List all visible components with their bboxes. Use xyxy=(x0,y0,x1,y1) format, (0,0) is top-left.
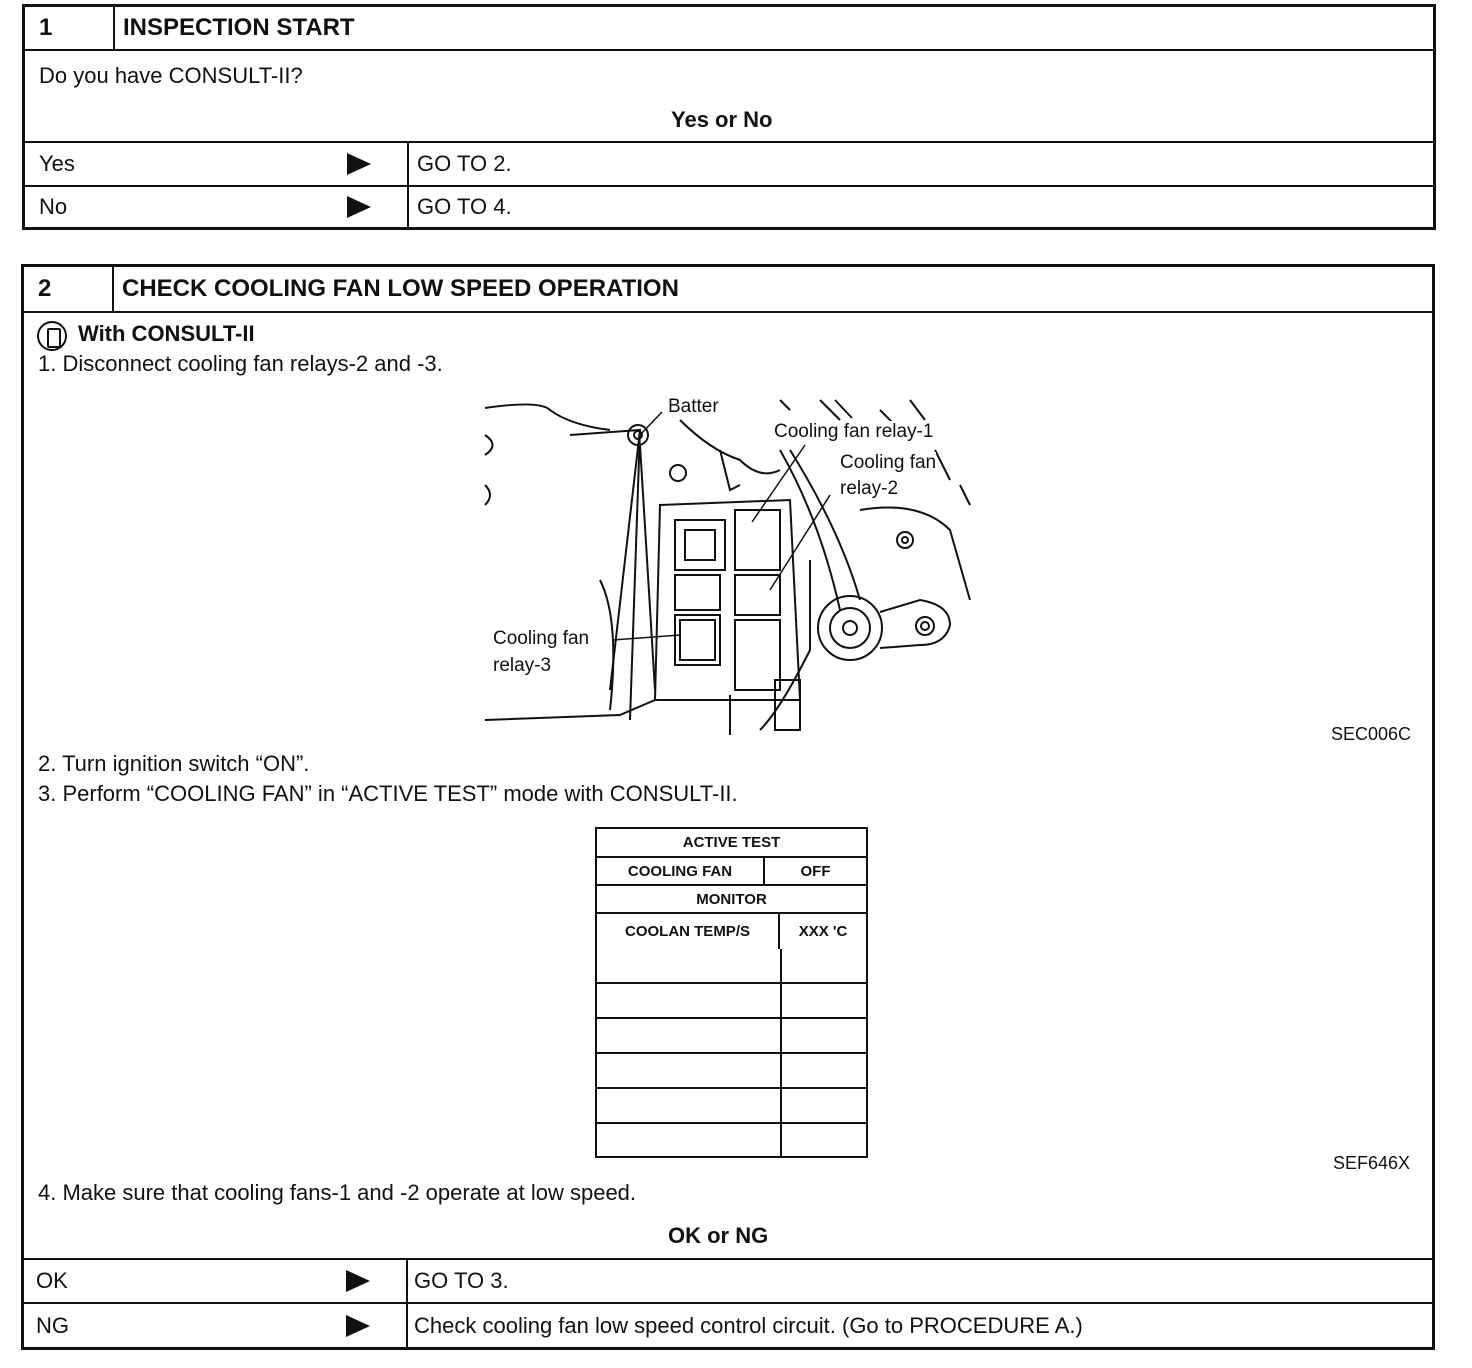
monitor-sensor: COOLAN TEMP/S xyxy=(597,914,780,949)
result-row-yes xyxy=(25,141,1433,185)
monitor-value: XXX 'C xyxy=(798,923,848,940)
column-divider xyxy=(406,1260,408,1302)
arrow-right-icon xyxy=(347,153,371,175)
table-row xyxy=(597,1122,866,1124)
arrow-right-icon xyxy=(347,196,371,218)
result-label: OK xyxy=(36,1268,68,1293)
label-relay-2-line-1: Cooling fan xyxy=(840,452,937,473)
test-item: COOLING FAN xyxy=(597,858,765,884)
result-row-ok xyxy=(24,1258,1432,1302)
step-question: Do you have CONSULT-II? xyxy=(39,63,303,88)
instruction-1: 1. Disconnect cooling fan relays-2 and -3. xyxy=(38,351,443,376)
test-item-value: OFF xyxy=(800,862,831,880)
step-title: INSPECTION START xyxy=(123,14,355,41)
table-row xyxy=(597,982,866,984)
result-label: No xyxy=(39,194,68,219)
result-action: GO TO 4. xyxy=(417,194,512,219)
result-action: Check cooling fan low speed control circuit. (Go to PROCEDURE A.) xyxy=(414,1312,1083,1338)
step-2-header xyxy=(24,267,1432,313)
result-row-ng xyxy=(24,1302,1432,1347)
result-heading: Yes or No xyxy=(671,107,773,132)
step-number: 2 xyxy=(24,267,114,311)
result-action: GO TO 2. xyxy=(417,151,512,176)
table-row xyxy=(597,1017,866,1019)
monitor-heading: MONITOR xyxy=(696,890,767,908)
step-number: 1 xyxy=(25,7,115,49)
active-test-title: ACTIVE TEST xyxy=(682,834,781,851)
step-1-box xyxy=(22,4,1436,230)
label-relay-2-line-2: relay-2 xyxy=(840,478,899,499)
result-heading: OK or NG xyxy=(668,1223,769,1248)
consult-heading: With CONSULT-II xyxy=(78,321,255,346)
active-test-screen xyxy=(595,827,868,1158)
figure-code: SEF646X xyxy=(1333,1153,1411,1173)
table-row xyxy=(597,1087,866,1089)
instruction-2: 2. Turn ignition switch “ON”. xyxy=(38,751,310,776)
instruction-3: 3. Perform “COOLING FAN” in “ACTIVE TEST” mode with CONSULT-II. xyxy=(38,781,738,806)
label-battery: Batter xyxy=(668,396,719,417)
column-divider xyxy=(407,143,409,185)
consult-icon xyxy=(37,321,67,351)
arrow-right-icon xyxy=(346,1315,370,1337)
result-label: Yes xyxy=(39,151,75,176)
instruction-4: 4. Make sure that cooling fans-1 and -2 operate at low speed. xyxy=(38,1180,637,1205)
label-relay-1: Cooling fan relay-1 xyxy=(774,421,934,442)
figure-code: SEC006C xyxy=(1331,724,1412,744)
arrow-right-icon xyxy=(346,1270,370,1292)
label-relay-3-line-1: Cooling fan xyxy=(493,628,590,649)
step-1-header xyxy=(25,7,1433,51)
label-relay-3-line-2: relay-3 xyxy=(493,655,552,676)
table-row xyxy=(597,1052,866,1054)
step-title: CHECK COOLING FAN LOW SPEED OPERATION xyxy=(122,275,679,302)
result-row-no xyxy=(25,185,1433,227)
result-action: GO TO 3. xyxy=(414,1268,509,1293)
column-divider xyxy=(406,1304,408,1347)
result-label: NG xyxy=(36,1312,69,1338)
column-divider xyxy=(407,187,409,227)
